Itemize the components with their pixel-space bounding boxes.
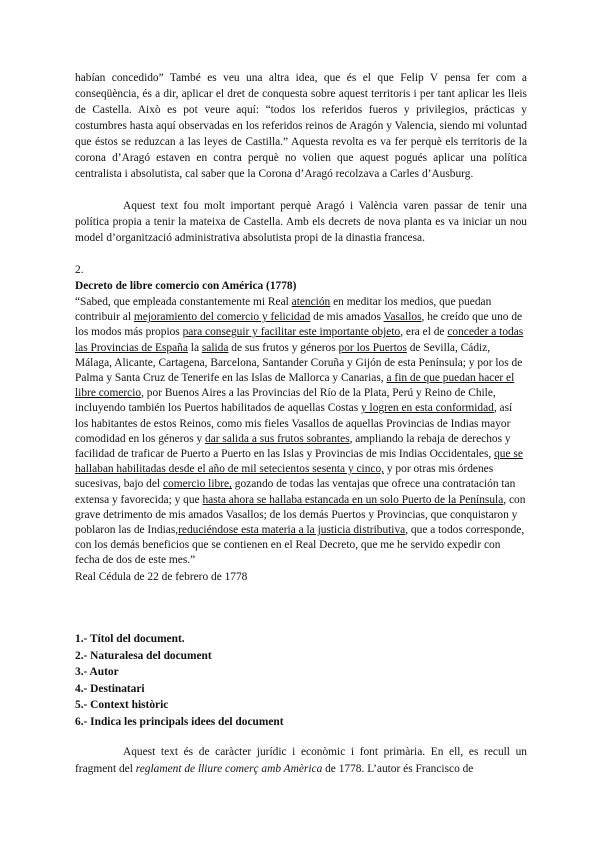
quote-segment: en meditar los medios, que puedan contribuir al [75,296,492,324]
question-list [75,631,527,731]
quote-segment: de sus frutos y géneros [228,341,339,354]
answer-segment: de 1778. L’autor és Francisco de [322,763,474,775]
quote-underline: y logren en esta conformidad [360,402,494,415]
question-item: 1.- Títol del document. [75,633,185,645]
quote-segment: , por Buenos Aires a las Provincias del Río de la Plata, Perú y Reino de Chile, incluyendo también los Puertos habilitados de aquellas Costas [75,387,496,415]
quote-segment: gozando de todas las ventajas que ofrece una contratación tan extensa y favorecida; y que [75,478,516,506]
paragraph-answer [75,744,527,778]
paragraph-text: Aquest text fou molt important perquè Aragó i València varen passar de tenir una política propia a tenir la mateixa de Castella. Amb els decrets de nova planta es va iniciar un nou model d’organització administrativa absolutista propi de la dinastia francesa. [75,200,527,244]
quote-underline: atención [291,296,331,308]
quote-underline: para conseguir y facilitar este importante objeto [182,326,401,339]
answer-italic: reglament de lliure comerç amb Amèrica [135,763,323,775]
question-item: 2.- Naturalesa del document [75,649,212,662]
question-item: 4.- Destinatari [75,682,145,695]
section-title-text: Decreto de libre comercio con América (1778) [75,280,297,292]
quote-segment: “Sabed, que empleada constantemente mi Real [75,296,292,308]
quote-underline: que se hallaban habilitadas desde el año de mil setecientos sesenta y cinco, [75,448,523,476]
quote-underline: por los Puertos [338,341,407,354]
quote-segment: de Sevilla, Cádiz, Málaga, Alicante, Cartagena, Barcelona, Santander Coruña y Gijón de esta Península; y por los de Palma y Santa Cruz de Tenerife en las Islas de Mallorca y Canarias, [75,341,523,385]
section-number-text: 2. [75,264,84,276]
question-item: 6.- Indica les principals idees del document [75,715,284,728]
quote-underline: hasta ahora se hallaba estancada en un solo Puerto de la Península [202,493,504,506]
question-item: 3.- Autor [75,666,119,679]
section-number [75,262,527,278]
paragraph-text: habían concedido” També es veu una altra idea, que és el que Felip V pensa fer com a conseqüència, és a dir, aplicar el dret de conquesta sobre aquest territoris i per tant aplicar les lleis de Castella. Això es pot veure aquí: “todos los referidos fueros y privilegios, prácticas y costumbres hasta aquí observadas en los referidos reinos de Aragón y Valencia, siendo mi voluntad que éstos se reduzcan a las leyes de Castilla.” Aquesta revolta es va fer perquè els territoris de la corona d’Aragó estaven en contra perquè no volien que aquest pogués aplicar una política centralista i absolutista, cal saber que la Corona d’Aragó recolzava a Carles d’Ausburg. [75,72,527,180]
quote-underline: conceder a todas las Provincias de España [75,326,524,354]
quote-underline: reduciéndose esta materia a la justicia distributiva [178,524,406,537]
quote-segment: , así los habitantes de estos Reinos, como mis fieles Vasallos de aquellas Provincias de Indias mayor comodidad en los géneros y [75,402,513,445]
quote-segment: , he creído que uno de los modos más propios [75,311,523,339]
quote-segment: y por otras mis órdenes sucesivas, bajo del [75,463,494,491]
quote-underline: salida [201,341,229,354]
answer-segment: Aquest text és de caràcter jurídic i econòmic i font primària. En ell, es recull un fragment del [75,746,527,775]
quote-segment: de mis amados [310,311,384,324]
quoted-decree [75,295,527,585]
quote-segment: , con grave detrimento de mis amados Vasallos; de los demás Puertos y Provincias, que conquistaron y poblaron las de Indias, [75,493,526,537]
quote-underline: mejoramiento del comercio y felicidad [133,311,311,324]
paragraph-text [75,744,527,778]
quote-underline: Vasallos [383,311,422,324]
quote-underline: dar salida a sus frutos sobrantes [205,432,350,445]
paragraph-importance [75,198,527,246]
quote-segment: , era el de [400,326,448,339]
quote-underline: a fin de que puedan hacer el libre comercio [75,372,515,400]
question-item: 5.- Context històric [75,699,169,712]
quote-text [75,295,527,569]
quote-segment: , que a todos corresponde, con los demás beneficios que se contienen en el Real Decreto, que me he servido expedir con fecha de dos de este mes.” [75,524,525,567]
quote-segment: , ampliando la rebaja de derechos y facilidad de traficar de Puerto a Puerto en las Islas y Provincias de mis Indias Occidentales, [75,432,511,461]
quote-segment: la [187,341,202,354]
section-title [75,278,527,294]
quote-underline: comercio libre, [162,478,232,491]
source-line: Real Cédula de 22 de febrero de 1778 [75,570,248,583]
paragraph-decrees-analysis [75,70,527,182]
